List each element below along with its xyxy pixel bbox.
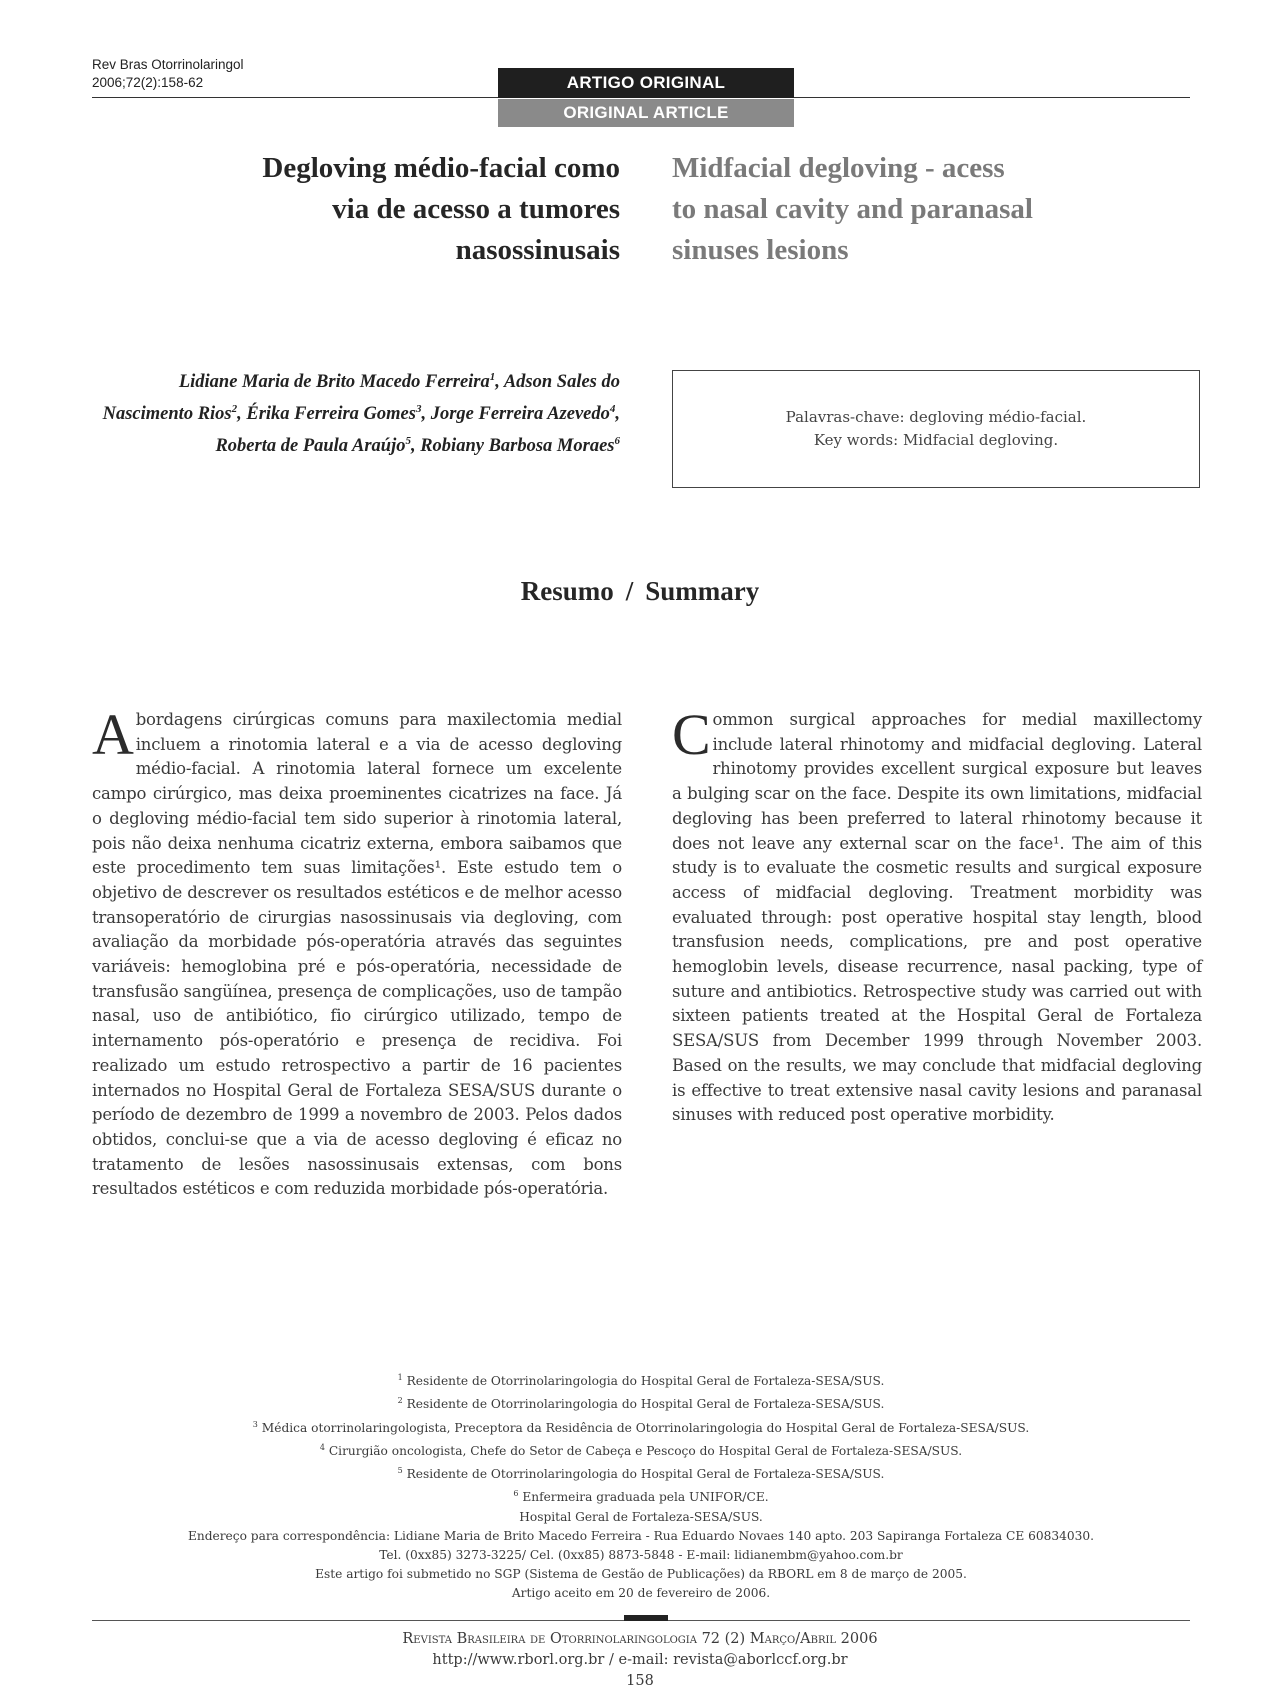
page-number: 158 <box>626 1673 654 1689</box>
footnote-mark: 1 <box>397 1373 403 1382</box>
footnote-affiliation <box>92 1368 1190 1391</box>
drop-cap: C <box>672 702 711 767</box>
journal-citation: 2006;72(2):158-62 <box>92 75 204 90</box>
footnote-mark: 4 <box>319 1442 325 1452</box>
title-en-line: Midfacial degloving - acess <box>672 152 1005 184</box>
footnote-affiliation <box>92 1415 1190 1438</box>
title-pt-line: Degloving médio-facial como <box>262 152 620 184</box>
author-name: Adson Sales do Nascimento Rios <box>102 372 620 425</box>
keywords-en: Key words: Midfacial degloving. <box>813 431 1059 449</box>
title-portuguese <box>92 148 620 271</box>
journal-reference <box>92 56 244 92</box>
abstract-pt-text: bordagens cirúrgicas comuns para maxilectomia medial incluem a rinotomia lateral e a via de acesso degloving médio-facial. A rinotomia lateral fornece um excelente campo cirúrgico, mas deixa proeminentes cicatrizes na face. Já o degloving médio-facial tem sido superior à rinotomia lateral, pois não deixa nenhuma cicatriz externa, embora saibamos que este procedimento tem suas limitações¹. Este estudo tem o objetivo de descrever os resultados estéticos e de melhor acesso transoperatório de cirurgias nasossinusais via degloving, com avaliação da morbidade pós-operatória através das seguintes variáveis: hemoglobina pré e pós-operatória, necessidade de transfusão sangüínea, presença de complicações, uso de tampão nasal, uso de antibiótico, fio cirúrgico utilizado, tempo de internamento pós-operatório e presença de recidiva. Foi realizado um estudo retrospectivo a partir de 16 pacientes internados no Hospital Geral de Fortaleza SESA/SUS durante o período de dezembro de 1999 a novembro de 2003. Pelos dados obtidos, conclui-se que a via de acesso degloving é eficaz no tratamento de lesões nasossinusais extensas, com bons resultados estéticos e com reduzida morbidade pós-operatória. <box>92 710 622 1199</box>
heading-separator: / <box>625 576 634 606</box>
title-pt-line: via de acesso a tumores <box>332 193 620 225</box>
title-pt-line: nasossinusais <box>455 234 620 266</box>
author-name: Robiany Barbosa Moraes <box>420 436 615 457</box>
heading-summary: Summary <box>645 576 760 606</box>
title-english <box>672 148 1212 271</box>
abstract-en-text: ommon surgical approaches for medial maxillectomy include lateral rhinotomy and midfacial degloving. Lateral rhinotomy provides excellent surgical exposure but leaves a bulging scar on the face. Despite its own limitations, midfacial degloving has been preferred to lateral rhinotomy because it does not leave any external scar on the face¹. The aim of this study is to evaluate the cosmetic results and surgical exposure access of midfacial degloving. Treatment morbidity was evaluated through: post operative hospital stay length, blood transfusion needs, complications, pre and post operative hemoglobin levels, disease recurrence, nasal packing, type of suture and antibiotics. Retrospective study was carried out with sixteen patients treated at the Hospital Geral de Fortaleza SESA/SUS from December 1999 through November 2003. Based on the results, we may conclude that midfacial degloving is effective to treat extensive nasal cavity lesions and paranasal sinuses with reduced post operative morbidity. <box>672 710 1202 1125</box>
footnote-text: Residente de Otorrinolaringologia do Hospital Geral de Fortaleza-SESA/SUS. <box>406 1467 885 1482</box>
title-en-line: to nasal cavity and paranasal <box>672 193 1033 225</box>
author-name: Roberta de Paula Araújo <box>215 436 406 457</box>
keywords-box <box>672 370 1200 488</box>
page-footer <box>0 1629 1280 1692</box>
article-type-label-en: ORIGINAL ARTICLE <box>498 99 794 127</box>
journal-name: Rev Bras Otorrinolaringol <box>92 57 244 72</box>
footnote-affiliation <box>92 1391 1190 1414</box>
footnote-text: Residente de Otorrinolaringologia do Hospital Geral de Fortaleza-SESA/SUS. <box>406 1397 885 1412</box>
footnote-text: Médica otorrinolaringologista, Preceptora da Residência de Otorrinolaringologia do Hospital Geral de Fortaleza-SESA/SUS. <box>261 1420 1030 1435</box>
author-affiliation-mark: 5 <box>405 435 411 448</box>
footnote-accepted: Artigo aceito em 20 de fevereiro de 2006. <box>511 1586 771 1601</box>
author-name: Érika Ferreira Gomes <box>246 404 416 425</box>
footnote-submission: Este artigo foi submetido no SGP (Sistema de Gestão de Publicações) da RBORL em 8 de março de 2005. <box>315 1567 967 1582</box>
author-name: Lidiane Maria de Brito Macedo Ferreira <box>178 372 490 393</box>
drop-cap: A <box>92 702 134 767</box>
footnote-contact: Tel. (0xx85) 3273-3225/ Cel. (0xx85) 8873-5848 - E-mail: lidianembm@yahoo.com.br <box>379 1548 903 1562</box>
abstract-heading <box>0 576 1280 607</box>
footer-separator: / <box>608 1652 614 1668</box>
footer-issue: 72 (2) <box>701 1631 746 1647</box>
footnote-mark: 2 <box>397 1396 403 1406</box>
footnote-affiliation <box>92 1438 1190 1461</box>
footer-journal-line <box>0 1629 1280 1650</box>
footnote-text: Residente de Otorrinolaringologia do Hospital Geral de Fortaleza-SESA/SUS. <box>406 1374 885 1389</box>
footnote-affiliation <box>92 1484 1190 1507</box>
footer-mark <box>624 1615 668 1621</box>
footer-date: Março/Abril 2006 <box>749 1631 878 1647</box>
footnote-mark: 6 <box>513 1489 519 1499</box>
footnote-mark: 5 <box>397 1466 403 1476</box>
abstract-portuguese <box>92 702 622 1202</box>
author-name: Jorge Ferreira Azevedo <box>430 404 610 425</box>
footnotes <box>92 1368 1190 1604</box>
author-affiliation-mark: 3 <box>415 403 422 416</box>
article-type-label-pt: ARTIGO ORIGINAL <box>498 68 794 98</box>
author-affiliation-mark: 1 <box>489 371 496 383</box>
footnote-address: Endereço para correspondência: Lidiane Maria de Brito Macedo Ferreira - Rua Eduardo Novaes 140 apto. 203 Sapiranga Fortaleza CE 60834030. <box>187 1528 1095 1543</box>
author-affiliation-mark: 4 <box>609 403 616 416</box>
title-en-line: sinuses lesions <box>672 234 849 266</box>
footer-links-line <box>0 1650 1280 1671</box>
abstract-english <box>672 702 1202 1128</box>
heading-resumo: Resumo <box>520 576 614 606</box>
footnote-text: Cirurgião oncologista, Chefe do Setor de Cabeça e Pescoço do Hospital Geral de Fortaleza-SESA/SUS. <box>328 1443 963 1458</box>
footnote-affiliation <box>92 1461 1190 1484</box>
footer-email[interactable]: e-mail: revista@aborlccf.org.br <box>618 1652 848 1668</box>
keywords-pt: Palavras-chave: degloving médio-facial. <box>785 408 1087 426</box>
author-affiliation-mark: 2 <box>231 403 238 416</box>
footer-journal-name: Revista Brasileira de Otorrinolaringologia <box>402 1631 697 1647</box>
footnote-text: Enfermeira graduada pela UNIFOR/CE. <box>522 1490 769 1505</box>
footnote-institution: Hospital Geral de Fortaleza-SESA/SUS. <box>519 1509 763 1524</box>
author-list: Lidiane Maria de Brito Macedo Ferreira$^1$, Adson Sales do Nascimento Rios$^2$, Érika Ferreira Gomes$^3$, Jorge Ferreira Azevedo$^4$, Roberta de Paula Araújo$^5$, Robiany Barbosa Moraes$^6$ <box>102 371 620 457</box>
footer-url[interactable]: http://www.rborl.org.br <box>432 1652 605 1668</box>
author-affiliation-mark: 6 <box>614 435 620 448</box>
footnote-mark: 3 <box>252 1419 258 1429</box>
